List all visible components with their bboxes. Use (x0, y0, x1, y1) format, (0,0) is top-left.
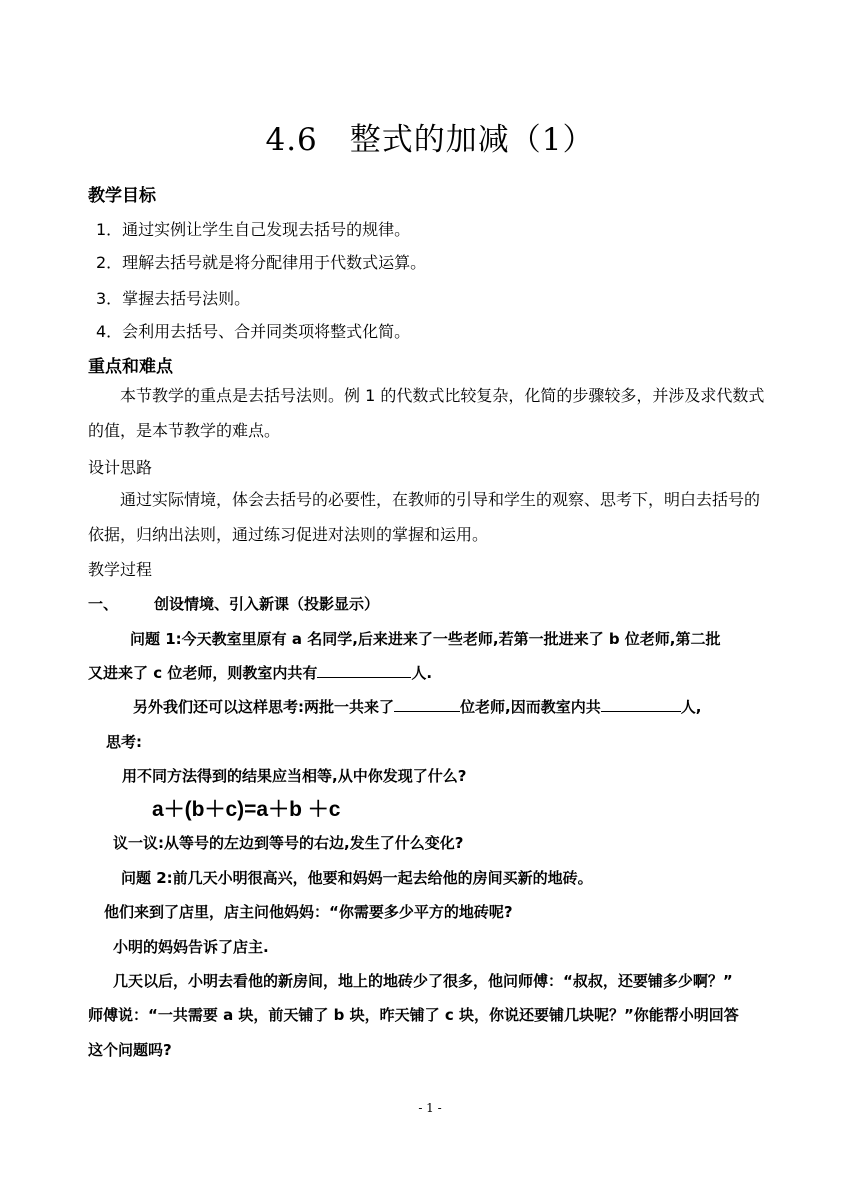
formula: a＋(b＋c)=a＋b ＋c (152, 798, 341, 821)
question-2-line: 小明的妈妈告诉了店主. (113, 938, 269, 956)
question-1-text: 位老师,因而教室内共 (460, 698, 601, 716)
key-points-text: 本节教学的重点是去括号法则。例 1 的代数式比较复杂，化简的步骤较多，并涉及求代数式的值，是本节教学的难点。 (88, 386, 765, 440)
step-title: 创设情境、引入新课（投影显示） (154, 595, 380, 613)
discussion-prompt: 议一议:从等号的左边到等号的右边,发生了什么变化? (113, 834, 464, 852)
objectives-heading: 教学目标 (88, 186, 156, 206)
question-1-text: 人. (411, 664, 433, 682)
think-label: 思考: (106, 733, 142, 751)
question-2-line: 他们来到了店里，店主问他妈妈：“你需要多少平方的地砖呢? (104, 903, 513, 921)
think-question: 用不同方法得到的结果应当相等,从中你发现了什么? (122, 767, 467, 785)
answer-blank (394, 697, 460, 712)
design-heading: 设计思路 (88, 458, 153, 477)
question-1-line (88, 662, 432, 683)
question-2-line: 师傅说：“一共需要 a 块，前天铺了 b 块，昨天铺了 c 块，你说还要铺几块呢？”你能帮小明回答 (88, 1006, 739, 1024)
design-text: 通过实际情境，体会去括号的必要性，在教师的引导和学生的观察、思考下，明白去括号的依据，归纳出法则，通过练习促进对法则的掌握和运用。 (88, 490, 761, 544)
page-title: 4.6 整式的加减（1） (265, 122, 595, 158)
question-1-text: 人, (680, 698, 702, 716)
question-2-line: 这个问题吗? (88, 1041, 172, 1059)
question-1-line: 问题 1:今天教室里原有 a 名同学,后来进来了一些老师,若第一批进来了 b 位老师,第二批 (130, 630, 721, 648)
question-2-line: 问题 2:前几天小明很高兴，他要和妈妈一起去给他的房间买新的地砖。 (121, 869, 593, 887)
key-points-heading: 重点和难点 (88, 357, 173, 377)
page-number: - 1 - (418, 1101, 442, 1115)
answer-blank (317, 663, 411, 678)
question-2-line: 几天以后，小明去看他的新房间，地上的地砖少了很多，他问师傅：“叔叔，还要铺多少啊？” (113, 972, 733, 990)
objective-item: 3．掌握去括号法则。 (96, 289, 251, 308)
step-number: 一、 (88, 595, 119, 613)
answer-blank (601, 697, 681, 712)
question-1-line (133, 696, 701, 717)
objective-item: 4．会利用去括号、合并同类项将整式化简。 (96, 322, 411, 341)
process-heading: 教学过程 (88, 560, 153, 579)
objective-item: 1．通过实例让学生自己发现去括号的规律。 (96, 220, 411, 239)
question-1-text: 另外我们还可以这样思考:两批一共来了 (133, 698, 395, 716)
objective-item: 2．理解去括号就是将分配律用于代数式运算。 (96, 253, 427, 272)
question-1-text: 又进来了 c 位老师，则教室内共有 (88, 664, 318, 682)
